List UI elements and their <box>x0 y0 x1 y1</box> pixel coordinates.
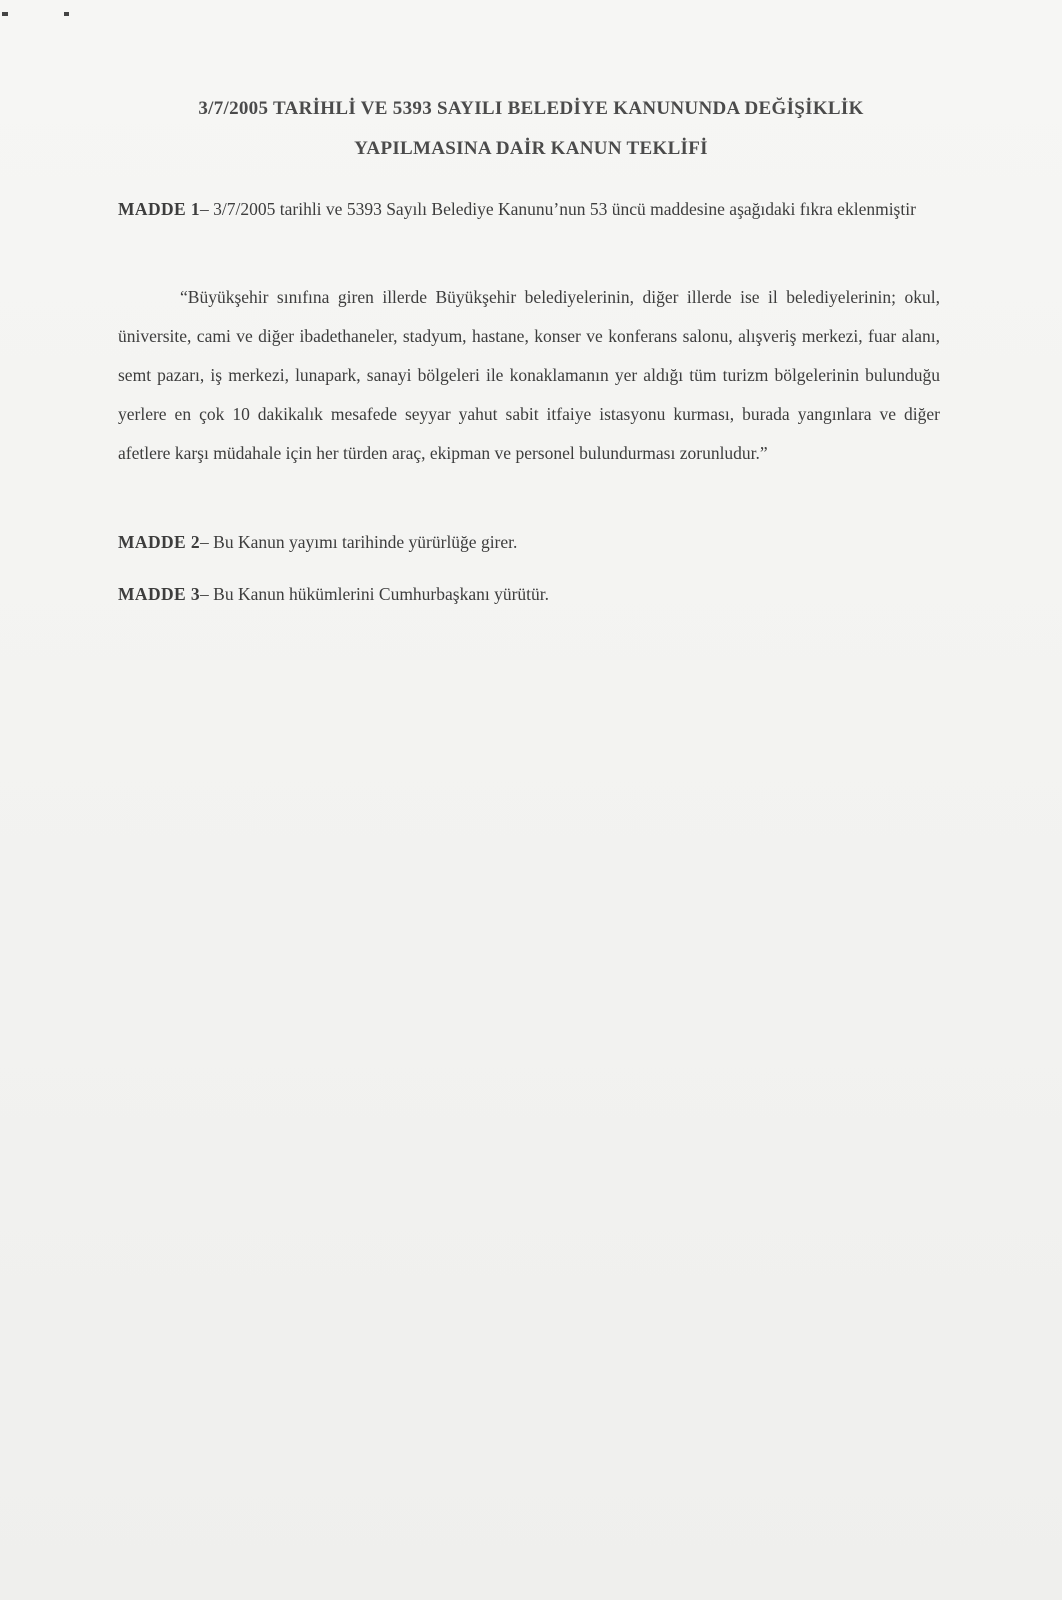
article-2-label: MADDE 2 <box>118 532 201 552</box>
article-2 <box>118 532 940 553</box>
quoted-paragraph: “Büyükşehir sınıfına giren illerde Büyükşehir belediyelerinin, diğer illerde ise il belediyelerinin; okul, üniversite, cami ve diğer ibadethaneler, stadyum, hastane, konser ve konferans salonu, alışveriş merkezi, fuar alanı, semt pazarı, iş merkezi, lunapark, sanayi bölgeleri ile konaklamanın yer aldığı tüm turizm bölgelerinin bulunduğu yerlere en çok 10 dakikalık mesafede seyyar yahut sabit itfaiye istasyonu kurması, burada yangınlara ve diğer afetlere karşı müdahale için her türden araç, ekipman ve personel bulundurması zorunludur.” <box>118 287 940 463</box>
article-1-text: – 3/7/2005 tarihli ve 5393 Sayılı Belediye Kanunu’nun 53 üncü maddesine aşağıdaki fıkra eklenmiştir <box>200 199 916 219</box>
article-3-label: MADDE 3 <box>118 584 201 604</box>
document-title-line-1: 3/7/2005 TARİHLİ VE 5393 SAYILI BELEDİYE KANUNUNDA DEĞİŞİKLİK <box>198 98 864 119</box>
article-2-text: – Bu Kanun yayımı tarihinde yürürlüğe girer. <box>200 532 518 552</box>
article-1 <box>118 190 940 228</box>
scan-mark-left <box>2 12 8 16</box>
article-3-text: – Bu Kanun hükümlerini Cumhurbaşkanı yürütür. <box>200 584 550 604</box>
article-3 <box>118 584 940 605</box>
document-title-line-2: YAPILMASINA DAİR KANUN TEKLİFİ <box>354 138 708 159</box>
scan-mark-right <box>64 12 69 16</box>
article-1-label: MADDE 1 <box>118 199 201 219</box>
